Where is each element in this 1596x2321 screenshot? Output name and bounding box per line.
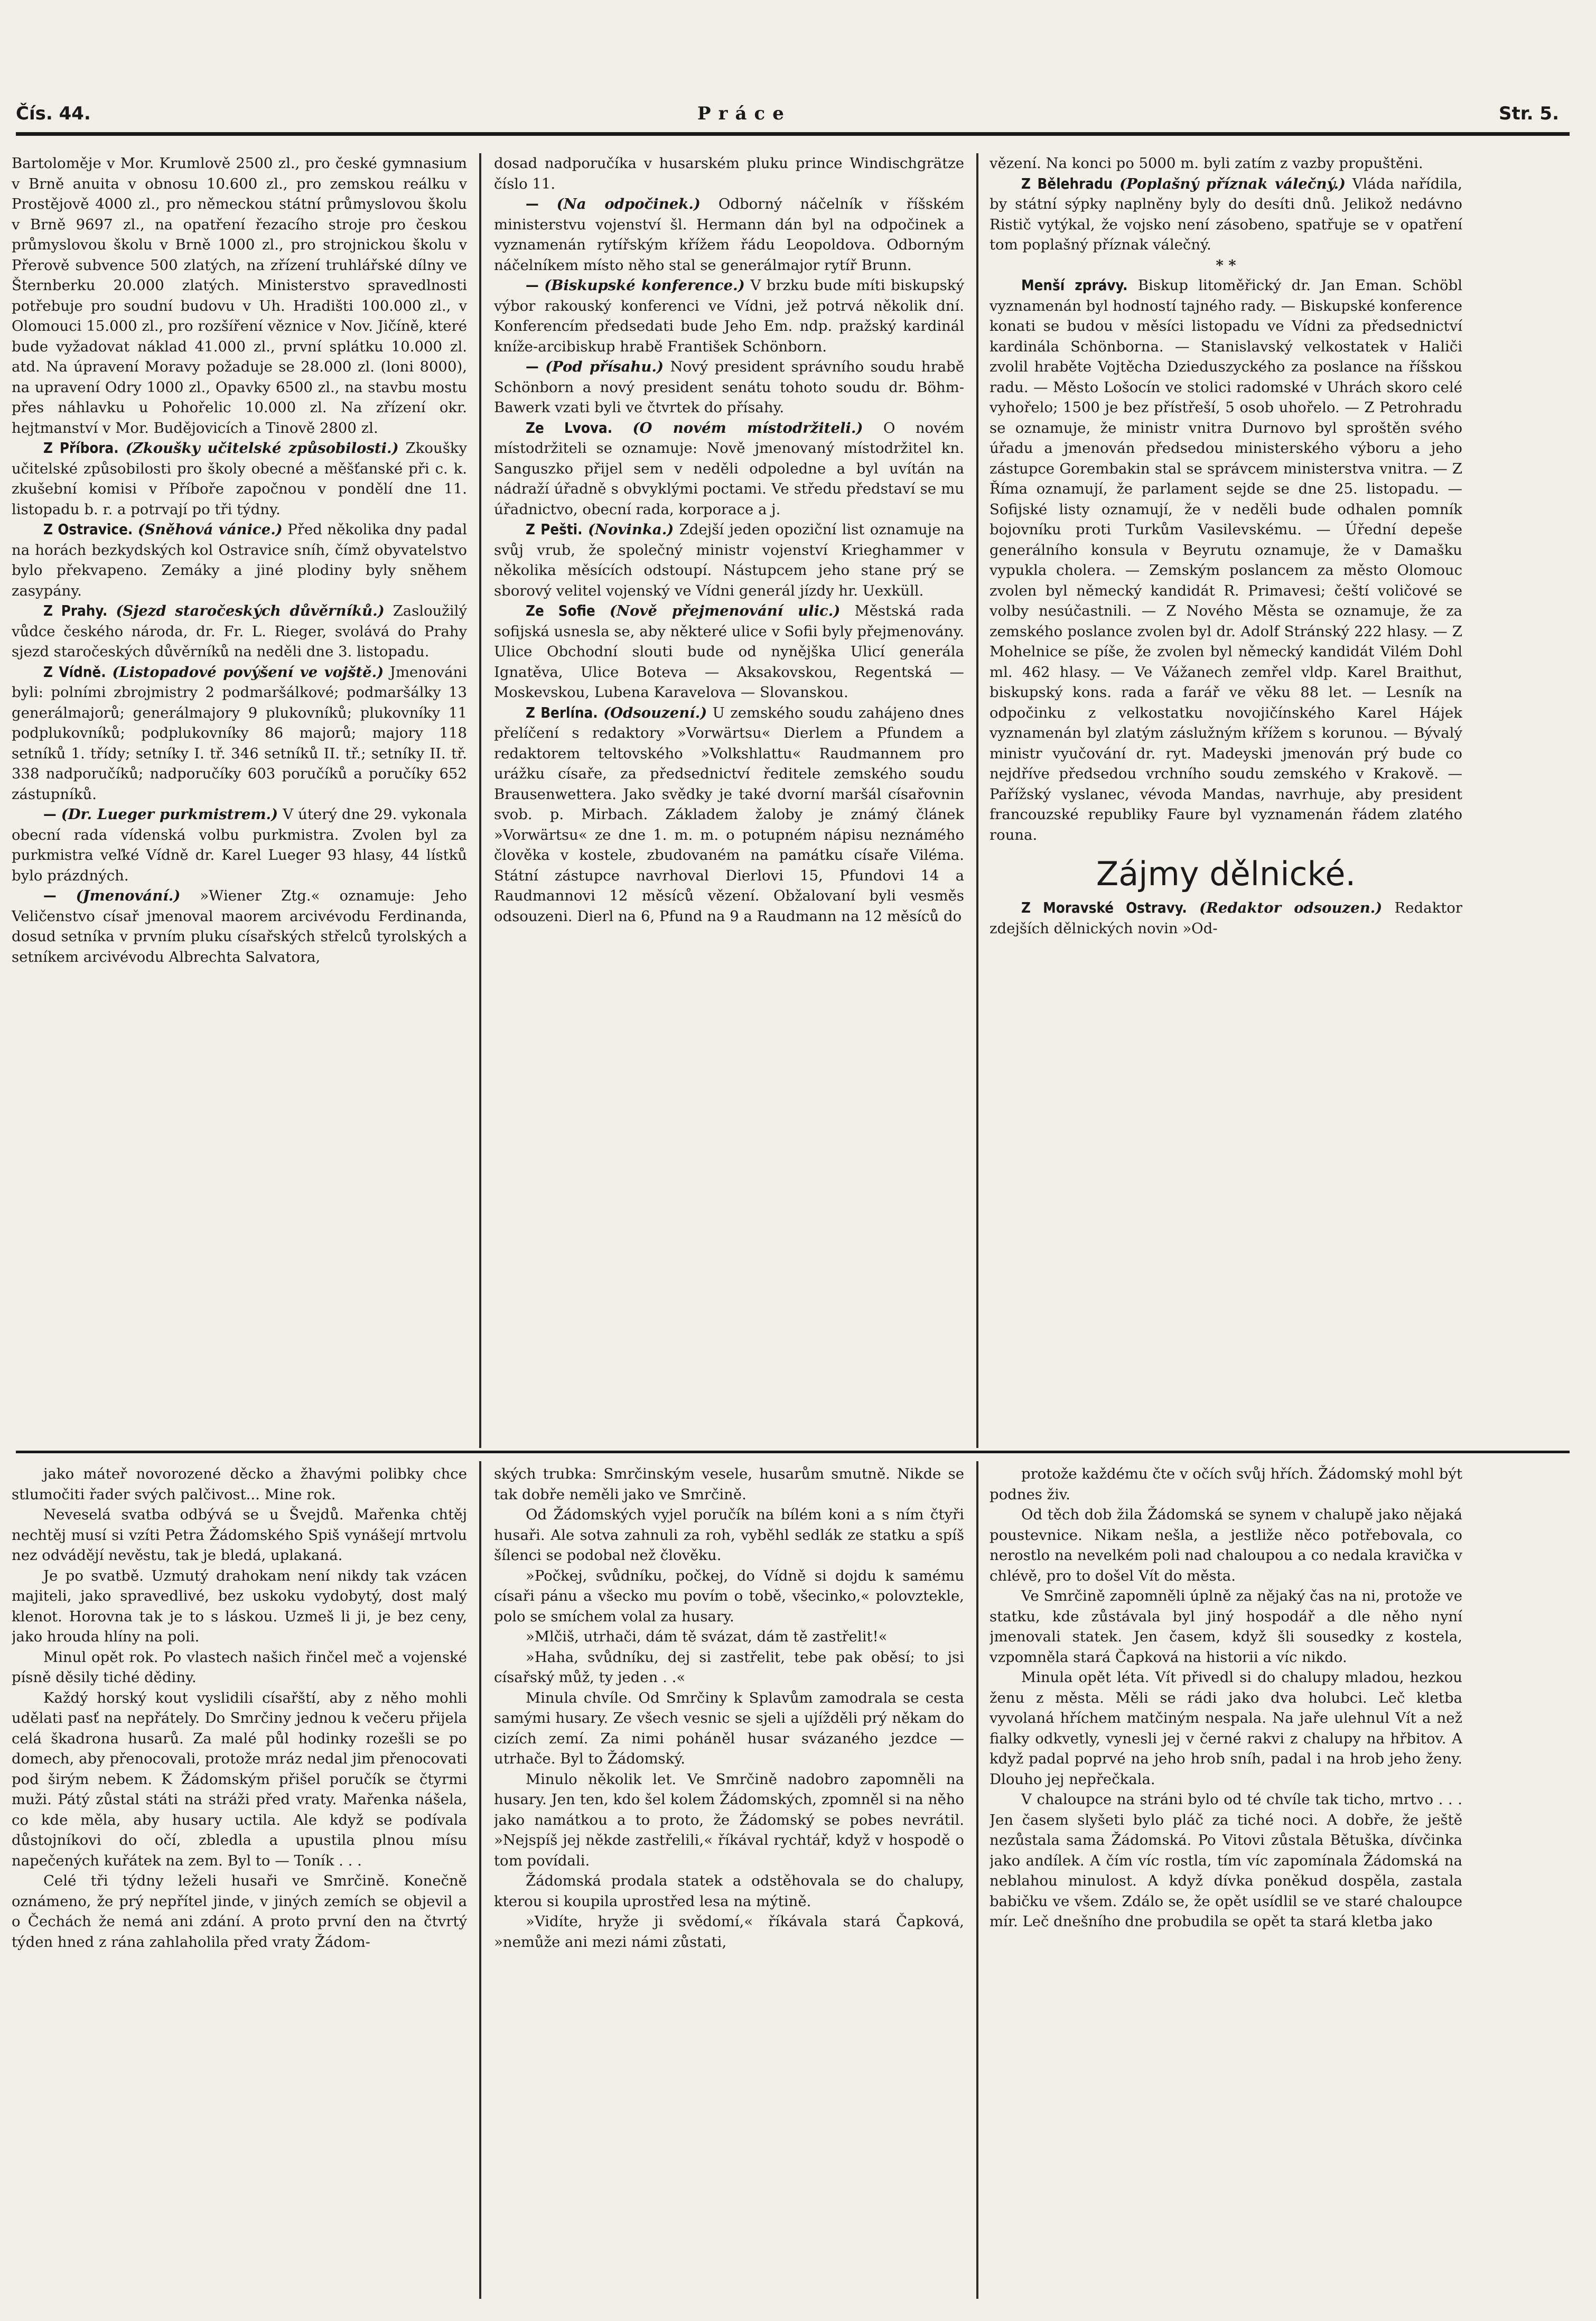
article-lead: Z Příbora. bbox=[43, 440, 119, 457]
article-text: Městská rada sofijská usnesla se, aby některé ulice v Sofii byly přejmenovány. Ulice Obchodní slouti bude od nynějška Ulicí generála Ignatěva, Ulice Boteva — Aksakovskou, Regentská — Moskevskou, Lubena Karavelova — Slovanskou. bbox=[494, 602, 964, 701]
header-rule bbox=[16, 132, 1570, 136]
article-lead: Z Pešti. bbox=[526, 521, 583, 538]
section-heading: Zájmy dělnické. bbox=[1096, 855, 1356, 893]
column-divider bbox=[479, 153, 481, 1448]
article-text: Bartoloměje v Mor. Krumlově 2500 zl., pro české gymnasium v Brně anuita v obnosu 10.600 zl., pro zemskou reálku v Prostějově 4000 zl., pro německou státní průmyslovou školu v Brně 9697 zl., na opatření řezacího stroje pro českou průmyslovou školu v Brně 1000 zl., pro strojnickou školu v Přerově subvence 500 zlatých, na zřízení truhlářské dílny ve Šternberku 20.000 zlatých. Ministerstvo spravedlnosti potřebuje pro soudní budovu v Uh. Hradišti 100.000 zl., v Olomouci 15.000 zl., pro rozšíření věznice v Nov. Jičíně, které bude vyžadovat náklad 41.000 zl., první splátku 10.000 zl. atd. Na úpravení Moravy požaduje se 28.000 zl. (loni 8000), na upravení Odry 1000 zl., Opavky 6500 zl., na stavbu mostu přes náhlavku u Pohořelic 10.000 zl. Na zřízení okr. hejtmanství v Mor. Budějovicích a Tinově 2800 zl. bbox=[12, 155, 467, 437]
article-text: U zemského soudu zahájeno dnes přelíčení s redaktory »Vorwärtsu« Dierlem a Pfundem a redaktorem teltovského »Volkshlattu« Raudmannem pro urážku císaře, za předsednictví ředitele zemského soudu Brausenwettera. Jako svědky je také dvorní maršál císařovnin svob. p. Mirbach. Základem žaloby je známý článek »Vorwärtsu« ze dne 1. m. m. o potupném nápisu neznámého člověka v kostele, zbudovaném na památku císaře Viléma. Státní zástupce navrhoval Dierlovi 15, Pfundovi 14 a Raudmannovi 12 měsíců vězení. Obžalovaní byli vesměs odsouzeni. Dierl na 6, Pfund na 9 a Raudmann na 12 měsíců do bbox=[494, 704, 964, 925]
article-subtitle: (Odsouzení.) bbox=[603, 704, 707, 721]
article-subtitle: (Redaktor odsouzen.) bbox=[1199, 899, 1383, 916]
article-paragraph bbox=[12, 886, 467, 967]
article-paragraph bbox=[12, 1647, 467, 1688]
article-paragraph bbox=[494, 601, 964, 703]
article-text: V chaloupce na stráni bylo od té chvíle tak ticho, mrtvo . . . Jen časem slyšeti bylo pláč za tiché noci. A dobře, že ještě nezůstala sama Žádomská. Po Vitovi zůstala Bětuška, dívčinka jako andílek. A čím víc rostla, tím víc zapomínala Žádomská na neblahou minulost. A když dívka poněkud dospěla, zastala babičku ve všem. Zdálo se, že opět usídlil se ve staré chaloupce mír. Leč dnešního dne probudila se opět ta stará kletba jako bbox=[990, 1791, 1462, 1930]
article-subtitle: (Nově přejmenování ulic.) bbox=[609, 602, 841, 619]
article-paragraph bbox=[990, 174, 1462, 255]
article-paragraph bbox=[990, 1667, 1462, 1789]
column-divider bbox=[976, 1461, 978, 2299]
article-text: Od Žádomských vyjel poručík na bílém koni a s ním čtyři husaři. Ale sotva zahnuli za roh, vyběhl sedlák ze statku a spíš šílenci se podobal než člověku. bbox=[494, 1506, 964, 1564]
article-text: Nový president správního soudu hrabě Schönborn a nový president senátu tohoto soudu dr. Böhm-Bawerk vzati byli ve čtvrtek do přísahy. bbox=[494, 358, 964, 416]
article-subtitle: (Novinka.) bbox=[587, 521, 674, 538]
article-paragraph bbox=[990, 1464, 1462, 1505]
news-column-2 bbox=[494, 153, 964, 1443]
article-lead: Ze Lvova. bbox=[526, 419, 613, 437]
article-subtitle: (Listopadové povýšení ve vojště.) bbox=[112, 663, 384, 681]
article-paragraph bbox=[12, 662, 467, 805]
article-lead: Menší zprávy. bbox=[1021, 277, 1128, 294]
article-text: Biskup litoměřický dr. Jan Eman. Schöbl vyznamenán byl hodností tajného rady. — Biskupské konference konati se budou v měsíci listopadu ve Vídni za předsednictví kardinála Schönborna. — Stanislavský velkostatek v Haliči zvolil hraběte Vojtěcha Dzieduszyckého za poslance na říšskou radu. — Město Lošocín ve stolici radomské v Uhrách skoro celé vyhořelo; 1500 je bez přístřeší, 5 osob uhořelo. — Z Petrohradu se oznamuje, že ministr vnitra Durnovo byl sproštěn svého úřadu a jmenován předsedou ministerského výboru a jeho zástupce Gorembakin stal se správcem ministerstva vnitra. — Z Říma oznamují, že parlament sejde se dne 25. listopadu. — Sofijské listy oznamují, že v neděli bude odhalen pomník bojovníku proti Turkům Vasilevskému. — Úřední depeše generálního konsula v Beyrutu oznamuje, že v Damašku vypukla cholera. — Zemským poslancem za město Olomouc zvolen byl německý kandidát R. Primavesi; čeští voličové se volby nesúčastnili. — Z Nového Města se oznamuje, že za zemského poslance zvolen byl dr. Adolf Stránský 222 hlasy. — Z Mohelnice se píše, že zvolen byl německý kandidát Vilém Dohl ml. 462 hlasy. — Ve Vážanech zemřel vldp. Karel Braithut, biskupský kons. rada a farář ve věku 88 let. — Lesník na odpočinku z velkostatku novojičínského Karel Hájek vyznamenán byl zlatým záslužným křížem s korunou. — Bývalý ministr vyučování dr. ryt. Madeyski jmenován prý bude co nejdříve předsedou vrchního soudu zemského v Krakově. — Pařížský vyslanec, vévoda Mandas, navrhuje, aby president francouzské republiky Faure byl vyznamenán řádem zlatého rouna. bbox=[990, 277, 1462, 843]
article-text: Ve Smrčině zapomněli úplně za nějaký čas na ni, protože ve statku, kde zůstávala byl jiný hospodář a dle něho nyní jmenovali statek. Jen časem, když šli sousedky z kostela, vzpomněla stará Čapková na historii a víc nikdo. bbox=[990, 1587, 1462, 1666]
article-paragraph bbox=[494, 357, 964, 418]
article-paragraph bbox=[12, 804, 467, 886]
article-paragraph bbox=[494, 1566, 964, 1627]
news-column-1 bbox=[12, 153, 467, 1443]
feuilleton-column-3 bbox=[990, 1464, 1462, 2299]
article-subtitle: (Pod přísahu.) bbox=[545, 358, 664, 375]
newspaper-title: Práce bbox=[697, 103, 791, 124]
article-text: protože každému čte v očích svůj hřích. Žádomský mohl být podnes živ. bbox=[990, 1465, 1462, 1503]
article-paragraph bbox=[494, 275, 964, 357]
article-paragraph bbox=[12, 438, 467, 519]
article-text: Zkoušky učitelské způsobilosti pro školy obecné a měšťanské při c. k. zkušební komisi v Příboře započnou v pondělí dne 11. listopadu b. r. a potrvají po tři týdny. bbox=[12, 440, 467, 518]
article-text: Minula opět léta. Vít přivedl si do chalupy mladou, hezkou ženu z města. Měli se rádi jako dva holubci. Leč kletba vyvolaná hříchem matčiným nespala. Na jaře ulehnul Vít a než fialky odkvetly, vynesli jej v černé rakvi z chalupy na hřbitov. A když padal poprvé na jeho hrob sníh, padal i na hrob jeho ženy. Dlouho jej nepřečkala. bbox=[990, 1669, 1462, 1788]
article-paragraph bbox=[494, 194, 964, 275]
feuilleton-column-2 bbox=[494, 1464, 964, 2299]
column-divider bbox=[479, 1461, 481, 2299]
article-lead: Z Vídně. bbox=[43, 663, 106, 681]
article-text: Zasloužilý vůdce českého národa, dr. Fr. L. Rieger, svolává do Prahy sjezd staročeských důvěrníků na neděli dne 3. listopadu. bbox=[12, 602, 467, 660]
article-paragraph bbox=[990, 275, 1462, 845]
article-lead: — bbox=[526, 277, 545, 294]
article-text: Každý horský kout vyslidili císařští, aby z něho mohli udělati pasť na nepřátely. Do Smrčiny jednou k večeru přijela celá škadrona husarů. Za malé půl hodinky rozešli se po domech, aby přenocovali, protože mráz nedal jim přenocovati pod širým nebem. K Žádomským přišel poručík se čtyrmi muži. Pátý zůstal státi na stráži před vraty. Mařenka nášela, co kde měla, aby husary uctila. Ale když se podívala důstojníkovi do očí, zbledla a upustila plnou mísu napečených kuřátek na zem. Byl to — Toník . . . bbox=[12, 1689, 467, 1869]
article-subtitle: (O novém místodržiteli.) bbox=[632, 419, 863, 437]
article-text: Žádomská prodala statek a odstěhovala se do chalupy, kterou si koupila uprostřed lesa na mýtině. bbox=[494, 1872, 964, 1910]
article-paragraph bbox=[494, 703, 964, 927]
article-text: »Mlčiš, utrhači, dám tě svázat, dám tě zastřelit!« bbox=[526, 1628, 888, 1645]
article-paragraph bbox=[990, 898, 1462, 939]
article-paragraph bbox=[12, 601, 467, 662]
article-lead: Ze Sofie bbox=[526, 602, 595, 619]
article-text: Neveselá svatba odbývá se u Švejdů. Mařenka chtěj nechtěj musí si vzíti Petra Žádomského Spiš vynášejí mrtvolu nez odvádějí nevěstu, tak je bledá, uplakaná. bbox=[12, 1506, 467, 1564]
article-paragraph bbox=[12, 153, 467, 438]
article-subtitle: (Poplašný příznak válečný.) bbox=[1119, 175, 1346, 192]
article-text: »Wiener Ztg.« oznamuje: Jeho Veličenstvo císař jmenoval maorem arcivévodu Ferdinanda, dosud setníka v prvním pluku císařských střelců tyrolských a setníkem arcivévodu Albrechta Salvatora, bbox=[12, 887, 467, 965]
article-lead: Z Prahy. bbox=[43, 602, 108, 619]
article-lead: Z Ostravice. bbox=[43, 521, 133, 538]
article-text: vězení. Na konci po 5000 m. byli zatím z vazby propuštěni. bbox=[990, 155, 1423, 172]
article-lead: — bbox=[526, 196, 557, 212]
article-text: »Haha, svůdníku, dej si zastřelit, tebe pak oběsí; to jsi císařský můž, ty jeden . .« bbox=[494, 1648, 964, 1686]
article-subtitle: (Dr. Lueger purkmistrem.) bbox=[61, 806, 278, 823]
article-lead: — bbox=[526, 358, 546, 375]
article-text: Celé tři týdny leželi husaři ve Smrčině. Konečně oznámeno, že prý nepřítel jinde, v jiných zemích se objevil a o Čechách že nemá ani zdání. A proto první den na čtvrtý týden hned z rána zahlaholila před vraty Žádom- bbox=[12, 1872, 467, 1951]
article-paragraph bbox=[494, 418, 964, 520]
article-lead: Z Moravské Ostravy. bbox=[1021, 899, 1187, 916]
issue-number: Čís. 44. bbox=[16, 103, 91, 124]
article-text: V brzku bude míti biskupský výbor rakouský konferenci ve Vídni, jež potrvá několik dní. Konferencím předsedati bude Jeho Em. ndp. pražský kardinál kníže-arcibiskup hrabě František Schönborn. bbox=[494, 277, 964, 355]
article-text: Od těch dob žila Žádomská se synem v chalupě jako nějaká poustevnice. Nikam nešla, a jestliže něco potřebovala, co nerostlo na nevelkém poli nad chaloupou a co nedala kravička v chlévě, pro to došel Vít do města. bbox=[990, 1506, 1462, 1584]
article-paragraph bbox=[990, 153, 1462, 174]
article-paragraph bbox=[12, 1464, 467, 1505]
section-separator: * * bbox=[1216, 256, 1236, 274]
article-lead: Z Berlína. bbox=[526, 704, 598, 721]
article-text: Redaktor zdejších dělnických novin »Od- bbox=[990, 899, 1462, 937]
article-paragraph bbox=[494, 1505, 964, 1566]
article-text: Odborný náčelník v říšském ministerstvu vojenství šl. Hermann dán byl na odpočinek a vyznamenán rytířským křížem řádu Leopoldova. Odborným náčelníkem místo něho stal se generálmajor rytíř Brunn. bbox=[494, 196, 964, 274]
article-text: Jmenováni byli: polními zbrojmistry 2 podmaršálkové; podmaršálky 13 generálmajorů; generálmajory 9 plukovníků; plukovníky 11 podplukovníků; podplukovníky 86 majorů; majory 118 setníků 1. třídy; setníky I. tř. 346 setníků II. tř.; setníky II. tř. 338 nadporučíků; nadporučíky 603 poručíků a poručíky 652 zástupníků. bbox=[12, 663, 467, 803]
article-paragraph bbox=[12, 1688, 467, 1871]
article-text: Zdejší jeden opoziční list oznamuje na svůj vrub, že společný ministr vojenství Krieghammer v několika měsících odstoupí. Nástupcem jeho stane prý se sborový velitel vojenský ve Vídni generál jízdy hr. Uexküll. bbox=[494, 521, 964, 599]
article-lead: — bbox=[43, 806, 61, 823]
article-text: V úterý dne 29. vykonala obecní rada vídenská volbu purkmistra. Zvolen byl za purkmistra veľké Vídně dr. Karel Lueger 93 hlasy, 44 lístků bylo prázdných. bbox=[12, 806, 467, 884]
news-column-3 bbox=[990, 153, 1462, 1443]
article-subtitle: (Na odpočinek.) bbox=[556, 196, 701, 212]
article-subtitle: (Sněhová vánice.) bbox=[137, 521, 283, 538]
article-paragraph bbox=[494, 153, 964, 194]
article-paragraph bbox=[494, 519, 964, 601]
article-paragraph bbox=[494, 1769, 964, 1871]
article-paragraph bbox=[494, 1911, 964, 1952]
article-paragraph bbox=[494, 1647, 964, 1688]
article-text: Minul opět rok. Po vlastech našich řinčel meč a vojenské písně děsily tiché dědiny. bbox=[12, 1648, 467, 1686]
article-paragraph bbox=[12, 1871, 467, 1952]
article-text: jako máteř novorozené děcko a žhavými polibky chce stlumočiti řader svých palčivost... Mine rok. bbox=[12, 1465, 467, 1503]
article-text: Je po svatbě. Uzmutý drahokam není nikdy tak vzácen majiteli, jako spravedlivé, bez uskoku vydobytý, dost malý klenot. Horovna tak je to s láskou. Uzmeš li ji, je bez ceny, jako hrouda hlíny na poli. bbox=[12, 1567, 467, 1645]
article-paragraph bbox=[494, 1627, 964, 1647]
article-subtitle: (Zkoušky učitelské způsobilosti.) bbox=[125, 440, 399, 457]
article-subtitle: (Biskupské konference.) bbox=[544, 277, 745, 294]
article-paragraph bbox=[990, 1789, 1462, 1932]
article-subtitle: (Jmenování.) bbox=[76, 887, 181, 904]
article-paragraph bbox=[494, 1871, 964, 1911]
article-text: Před několika dny padal na horách bezkydských kol Ostravice sníh, čímž obyvatelstvo bylo překvapeno. Zemáky a jiné plodiny byly sněhem zasypány. bbox=[12, 521, 467, 599]
page-number: Str. 5. bbox=[1499, 103, 1559, 124]
article-text: O novém místodržiteli se oznamuje: Nově jmenovaný místodržitel kn. Sanguszko přijel sem v neděli odpoledne a byl uvítán na nádraží úřadně s obvyklými poctami. Ve středu představí se mu úřadnictvo, obecní rada, korporace a j. bbox=[494, 419, 964, 518]
feuilleton-column-1 bbox=[12, 1464, 467, 2299]
article-paragraph bbox=[12, 1566, 467, 1647]
article-lead: — bbox=[43, 887, 76, 904]
article-lead: Z Bělehradu bbox=[1021, 175, 1113, 192]
article-paragraph bbox=[494, 1688, 964, 1769]
article-text: ských trubka: Smrčinským vesele, husarům smutně. Nikde se tak dobře neměli jako ve Smrčině. bbox=[494, 1465, 964, 1503]
article-subtitle: (Sjezd staročeských důvěrníků.) bbox=[116, 602, 385, 619]
article-text: dosad nadporučíka v husarském pluku prince Windischgrätze číslo 11. bbox=[494, 155, 964, 192]
article-paragraph bbox=[12, 519, 467, 601]
article-text: »Vidíte, hryže ji svědomí,« říkávala stará Čapková, »nemůže ani mezi námi zůstati, bbox=[494, 1913, 964, 1951]
section-rule bbox=[16, 1451, 1570, 1453]
article-paragraph bbox=[990, 1505, 1462, 1586]
article-text: Vláda nařídila, by státní sýpky naplněny byly do desíti dnů. Jelikož nedávno Ristič vytýkal, že vojsko není zásobeno, spatřuje se v opatření tom poplašný příznak válečný. bbox=[990, 175, 1462, 253]
article-paragraph bbox=[990, 1586, 1462, 1667]
column-divider bbox=[976, 153, 978, 1448]
article-paragraph bbox=[494, 1464, 964, 1505]
article-text: »Počkej, svůdníku, počkej, do Vídně si dojdu k samému císaři pánu a všecko mu povím o tobě, všecinko,« polovztekle, polo se smíchem volal za husary. bbox=[494, 1567, 964, 1625]
article-text: Minulo několik let. Ve Smrčině nadobro zapomněli na husary. Jen ten, kdo šel kolem Žádomských, zpomněl si na něho jako namátkou a to proto, že Žádomský se pobes nevrátil. »Nejspíš jej někde zastřelili,« říkával rychtář, když v hospodě o tom povídali. bbox=[494, 1770, 964, 1869]
article-paragraph bbox=[12, 1505, 467, 1566]
article-text: Minula chvíle. Od Smrčiny k Splavům zamodrala se cesta samými husary. Ze všech vesnic se sjeli a ujížděli prý někam do cizích zemí. Za nimi poháněl husar svázaného jezdce — utrhače. Byl to Žádomský. bbox=[494, 1689, 964, 1767]
